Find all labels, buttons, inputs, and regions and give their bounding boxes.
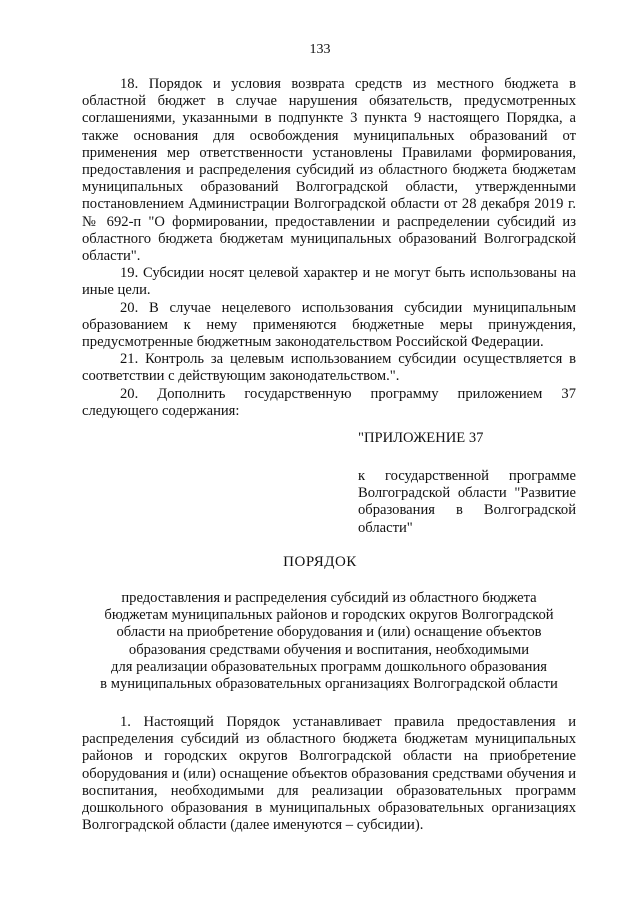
subtitle-line: предоставления и распределения субсидий из областного бюджета [121,590,537,606]
appendix-heading: "ПРИЛОЖЕНИЕ 37 [358,430,484,446]
document-title: ПОРЯДОК [283,554,357,570]
subtitle-line: для реализации образовательных программ дошкольного образования [111,658,547,675]
paragraph-19: 19. Субсидии носят целевой характер и не могут быть использованы на иные цели. [82,265,576,299]
paragraph-18: 18. Порядок и условия возврата средств из местного бюджета в областной бюджет в случае нарушения обязательств, предусмотренных соглашениями, указанными в подпункте 3 пункта 9 настоящего Порядка, а также основания для освобождения муниципальных образований от применения мер ответственности установлены Правилами формирования, предоставления и распределения субсидий из областного бюджета бюджетам муниципальных образований Волгоградской области, утвержденными постановлением Администрации Волгоградской области от 28 декабря 2019 г. № 692-п "О формировании, предоставлении и распределении субсидий из областного бюджета бюджетам муниципальных образований Волгоградской области". [82,76,576,265]
paragraph-21: 21. Контроль за целевым использованием субсидии осуществляется в соответствии с действующим законодательством.". [82,351,576,385]
subtitle-line: бюджетам муниципальных районов и городских округов Волгоградской [104,607,554,624]
page-number: 133 [309,42,331,57]
paragraph-amendment-20: 20. Дополнить государственную программу приложением 37 следующего содержания: [82,385,576,419]
document-subtitle [82,590,576,693]
subtitle-line: в муниципальных образовательных организациях Волгоградской области [100,676,558,693]
appendix-subheading: к государственной программе Волгоградской области "Развитие образования в Волгоградской области" [358,468,576,536]
paragraph-bottom-container [82,714,576,834]
paragraph-1: 1. Настоящий Порядок устанавливает правила предоставления и распределения субсидий из областного бюджета бюджетам муниципальных районов и городских округов Волгоградской области на приобретение оборудования и (или) оснащение объектов образования средствами обучения и воспитания, необходимыми для реализации образовательных программ дошкольного образования в муниципальных образовательных организациях Волгоградской области (далее именуются – субсидии). [82,714,576,834]
paragraph-20: 20. В случае нецелевого использования субсидии муниципальным образованием к нему применяются бюджетные меры принуждения, предусмотренные бюджетным законодательством Российской Федерации. [82,299,576,351]
paragraphs-top [82,76,576,420]
subtitle-line: образования средствами обучения и воспитания, необходимыми [128,641,530,658]
subtitle-line: области на приобретение оборудования и (или) оснащение объектов [116,624,542,641]
